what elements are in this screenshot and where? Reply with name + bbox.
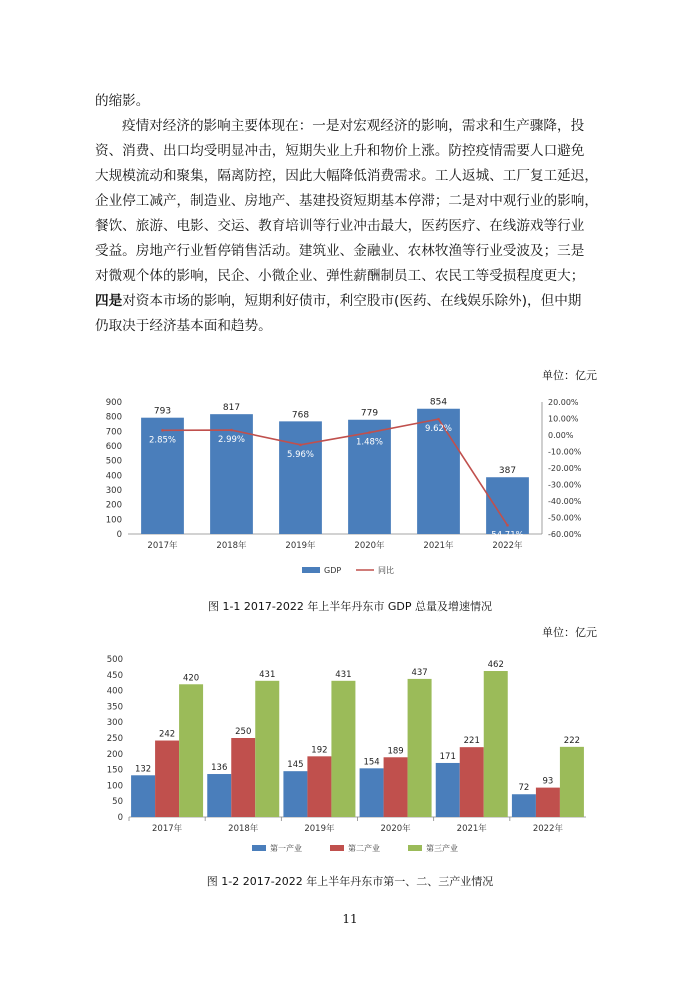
- line-6: 受益。房地产行业暂停销售活动。建筑业、金融业、农林牧渔等行业受波及；三是: [95, 243, 585, 259]
- industry-bar-label: 93: [542, 776, 554, 787]
- yoy-point: [161, 429, 164, 432]
- industry-bar: [536, 788, 560, 817]
- chart2-caption: 图 1-2 2017-2022 年上半年丹东市第一、二、三产业情况: [206, 875, 494, 888]
- industry-bar-label: 189: [387, 746, 404, 757]
- industry-bar: [179, 684, 203, 817]
- industry-bar-label: 132: [134, 764, 152, 775]
- x-tick-label: 2021年: [423, 541, 454, 551]
- x-tick-label: 2019年: [304, 824, 335, 834]
- legend-label: 第一产业: [270, 844, 302, 853]
- page-number: 11: [342, 912, 358, 926]
- yoy-point: [506, 524, 509, 527]
- yoy-label: 2.99%: [217, 435, 246, 446]
- y-right-tick-label: -40.00%: [548, 497, 582, 506]
- industry-bar: [384, 757, 408, 817]
- industry-bar: [484, 671, 508, 817]
- chart1-unit-label: 单位：亿元: [542, 369, 597, 382]
- industry-bar: [512, 794, 536, 817]
- legend-label: 第二产业: [348, 844, 380, 853]
- gdp-bar-label: 793: [153, 406, 172, 417]
- paragraph-2: [95, 114, 607, 339]
- industry-bar: [155, 741, 179, 817]
- industry-bar-label: 154: [363, 757, 380, 768]
- y-tick-label: 50: [112, 797, 123, 808]
- line-8: [95, 289, 607, 314]
- x-tick-label: 2018年: [216, 541, 247, 551]
- industry-bar-label: 250: [235, 727, 252, 737]
- y-right-tick-label: 0.00%: [548, 431, 574, 440]
- yoy-label: 9.62%: [424, 424, 453, 435]
- industry-bar: [560, 747, 584, 817]
- y-left-tick-label: 100: [105, 515, 122, 526]
- industry-bar-label: 171: [439, 751, 456, 762]
- line-1: 疫情对经济的影响主要体现在：一是对宏观经济的影响，需求和生产骤降，投: [122, 118, 585, 134]
- yoy-label: 2.85%: [148, 435, 177, 446]
- y-tick-label: 300: [106, 718, 123, 729]
- x-tick-label: 2020年: [380, 824, 411, 834]
- yoy-label: 1.48%: [355, 437, 384, 448]
- legend-yoy-label: 同比: [378, 566, 394, 575]
- y-tick-label: 150: [106, 765, 123, 776]
- y-right-tick-label: -30.00%: [548, 480, 582, 490]
- body-text: [95, 89, 607, 339]
- y-left-tick-label: 200: [105, 500, 122, 511]
- industry-bar-label: 221: [463, 736, 480, 747]
- legend-swatch: [252, 845, 266, 851]
- industry-bar: [255, 681, 279, 817]
- gdp-bar-label: 768: [291, 410, 310, 421]
- x-tick-label: 2022年: [532, 824, 563, 834]
- line-5: 餐饮、旅游、电影、交运、教育培训等行业冲击最大，医药医疗、在线游戏等行业: [95, 218, 585, 234]
- y-left-tick-label: 900: [105, 398, 122, 408]
- y-left-tick-label: 500: [105, 456, 122, 467]
- x-tick-label: 2017年: [147, 541, 178, 551]
- gdp-bar-label: 779: [360, 408, 379, 419]
- gdp-bar: [279, 421, 322, 534]
- yoy-label: 54.71%: [491, 530, 524, 541]
- paragraph-1: 的缩影。: [95, 93, 150, 109]
- gdp-bar-label: 817: [222, 403, 241, 414]
- y-tick-label: 100: [106, 781, 123, 792]
- industry-bar: [460, 747, 484, 817]
- y-right-tick-label: -10.00%: [548, 447, 582, 457]
- y-tick-label: 500: [106, 655, 123, 665]
- y-left-tick-label: 600: [105, 442, 122, 452]
- industry-bar-label: 462: [487, 660, 504, 671]
- industry-bar: [436, 763, 460, 817]
- y-left-tick-label: 800: [105, 412, 122, 423]
- chart1-caption: 图 1-1 2017-2022 年上半年丹东市 GDP 总量及增速情况: [207, 600, 493, 613]
- legend-swatch: [330, 845, 344, 851]
- y-right-tick-label: -20.00%: [548, 464, 582, 473]
- y-tick-label: 200: [106, 749, 123, 760]
- industry-bar: [231, 738, 255, 817]
- legend-swatch: [408, 845, 422, 851]
- legend-gdp-label: GDP: [324, 566, 342, 575]
- x-tick-label: 2021年: [456, 824, 487, 834]
- y-tick-label: 0: [117, 813, 123, 823]
- industry-bar: [283, 771, 307, 817]
- y-left-tick-label: 700: [105, 427, 122, 438]
- industry-bar: [331, 681, 355, 817]
- bold-lead: 四是: [95, 293, 123, 309]
- y-right-tick-label: -50.00%: [548, 513, 582, 523]
- y-tick-label: 350: [106, 702, 123, 713]
- gdp-bar: [210, 414, 253, 534]
- x-tick-label: 2018年: [228, 824, 259, 834]
- line-9: 仍取决于经济基本面和趋势。: [95, 318, 272, 334]
- y-right-tick-label: 20.00%: [548, 398, 579, 407]
- y-right-tick-label: -60.00%: [548, 530, 582, 539]
- line-3: 大规模流动和聚集，隔离防控，因此大幅降低消费需求。工人返城、工厂复工延迟，: [95, 168, 598, 184]
- y-left-tick-label: 400: [105, 471, 122, 482]
- line-4: 企业停工减产，制造业、房地产、基建投资短期基本停滞；二是对中观行业的影响，: [95, 193, 598, 209]
- industry-bar-label: 431: [335, 669, 352, 680]
- gdp-bar-label: 387: [498, 466, 517, 477]
- chart2-unit-label: 单位：亿元: [542, 626, 597, 639]
- y-tick-label: 250: [106, 734, 123, 744]
- industry-bar-label: 222: [563, 735, 581, 746]
- industry-bar-label: 72: [518, 783, 530, 794]
- legend-gdp-swatch: [302, 567, 320, 573]
- line-8-text: 对资本市场的影响，短期利好债市，利空股市(医药、在线娱乐除外)，但中期: [122, 293, 582, 309]
- gdp-bar-label: 854: [429, 397, 448, 408]
- industry-chart: [0, 650, 700, 860]
- x-tick-label: 2019年: [285, 541, 316, 551]
- line-2: 资、消费、出口均受明显冲击，短期失业上升和物价上涨。防控疫情需要人口避免: [95, 143, 585, 159]
- industry-bar: [408, 679, 432, 817]
- y-right-tick-label: 10.00%: [548, 414, 579, 424]
- yoy-point: [368, 431, 371, 434]
- industry-bar-label: 136: [211, 763, 228, 774]
- x-tick-label: 2020年: [354, 541, 385, 551]
- industry-bar: [307, 756, 331, 817]
- yoy-label: 5.96%: [286, 449, 315, 460]
- y-left-tick-label: 0: [116, 530, 122, 540]
- industry-bar-label: 437: [411, 667, 428, 678]
- industry-bar-label: 420: [182, 673, 200, 684]
- legend-label: 第三产业: [426, 844, 458, 853]
- gdp-chart: [0, 388, 700, 588]
- industry-bar-label: 431: [259, 669, 276, 680]
- y-left-tick-label: 300: [105, 486, 122, 496]
- yoy-point: [230, 429, 233, 432]
- industry-bar: [131, 775, 155, 817]
- industry-bar-label: 192: [311, 745, 328, 756]
- line-7: 对微观个体的影响，民企、小微企业、弹性薪酬制员工、农民工等受损程度更大；: [95, 268, 585, 284]
- x-tick-label: 2022年: [492, 541, 523, 551]
- industry-bar-label: 145: [287, 760, 304, 771]
- y-tick-label: 450: [106, 670, 123, 681]
- x-tick-label: 2017年: [152, 824, 183, 834]
- yoy-point: [299, 444, 302, 447]
- yoy-point: [437, 418, 440, 421]
- industry-bar: [360, 768, 384, 817]
- industry-bar: [207, 774, 231, 817]
- industry-bar-label: 242: [158, 729, 176, 740]
- y-tick-label: 400: [106, 686, 123, 697]
